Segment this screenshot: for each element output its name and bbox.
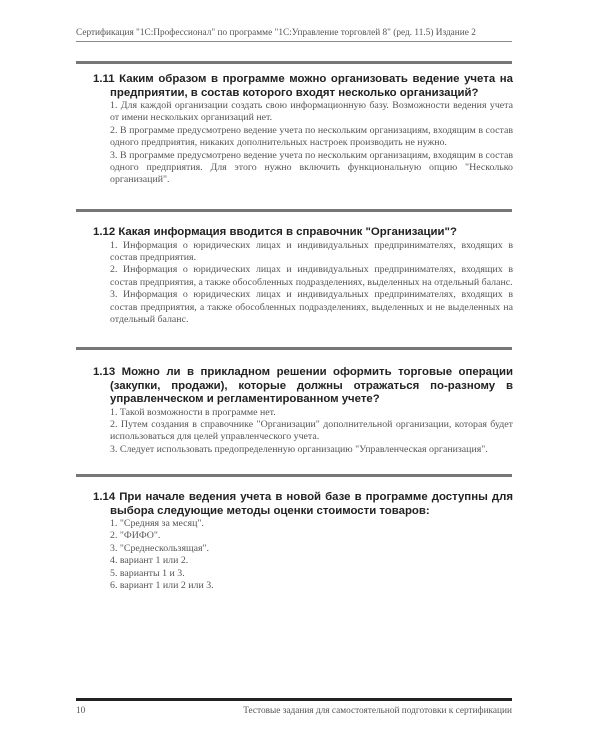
- answer-option: 1. Такой возможности в программе нет.: [110, 406, 276, 418]
- question-title: 1.14 При начале ведения учета в новой базе в программе доступны для выбора следующие методы оценки стоимости товаров:: [93, 491, 513, 517]
- footer-divider: [76, 698, 512, 701]
- answer-option: 4. вариант 1 или 2.: [110, 555, 189, 567]
- running-header: Сертификация "1С:Профессионал" по программе "1С:Управление торговлей 8" (ред. 11.5) Издание 2: [76, 28, 512, 42]
- answer-option: 3. В программе предусмотрено ведение учета по нескольким организациям, входящим в состав одного предприятия. Для этого нужно включить функциональную опцию "Несколько организаций".: [110, 149, 513, 186]
- answer-option: 1. Для каждой организации создать свою информационную базу. Возможности ведения учета от имени нескольких организаций нет.: [110, 100, 513, 124]
- question-1-12: [93, 226, 513, 326]
- answer-option: 1. Информация о юридических лицах и индивидуальных предпринимателях, входящих в состав предприятия.: [110, 239, 513, 263]
- answer-option: 2. Информация о юридических лицах и индивидуальных предпринимателях, входящих в состав предприятия, а также обособленных подразделениях, выделенных на отдельный баланс.: [110, 264, 513, 288]
- page-number: 10: [76, 706, 86, 716]
- answer-option: 3. Информация о юридических лицах и индивидуальных предпринимателях, входящих в состав предприятия, а также обособленных подразделениях, выделенных и не выделенных на отдельный баланс.: [110, 289, 513, 325]
- question-1-14: [93, 491, 513, 592]
- answer-option: 6. вариант 1 или 2 или 3.: [110, 580, 214, 592]
- answer-option: 2. "ФИФО".: [110, 530, 161, 542]
- answer-option: 1. "Средняя за месяц".: [110, 518, 204, 529]
- section-divider: [76, 347, 512, 350]
- section-divider: [76, 474, 512, 477]
- answer-option: 2. В программе предусмотрено ведение учета по нескольким организациям, входящим в состав одного предприятия, никаких дополнительных настроек производить не нужно.: [110, 124, 513, 149]
- question-title: 1.12 Какая информация вводится в справочник "Организации"?: [93, 226, 457, 238]
- answer-option: 3. "Среднескользящая".: [110, 542, 210, 554]
- question-1-13: [93, 366, 513, 456]
- answer-option: 5. варианты 1 и 3.: [110, 567, 185, 579]
- running-footer: Тестовые задания для самостоятельной подготовки к сертификации: [243, 706, 512, 716]
- section-divider: [76, 209, 512, 212]
- section-divider: [76, 61, 512, 64]
- question-1-11: [93, 73, 513, 187]
- question-title: 1.11 Каким образом в программе можно организовать ведение учета на предприятии, в состав которого входят несколько организаций?: [93, 73, 513, 99]
- question-title: 1.13 Можно ли в прикладном решении оформить торговые операции (закупки, продажи), которые должны отражаться по-разному в управленческом и регламентированном учете?: [93, 366, 513, 405]
- answer-option: 2. Путем создания в справочнике "Организации" дополнительной организации, которая будет использоваться для целей управленческого учета.: [110, 418, 513, 443]
- answer-option: 3. Следует использовать предопределенную организацию "Управленческая организация".: [110, 443, 488, 455]
